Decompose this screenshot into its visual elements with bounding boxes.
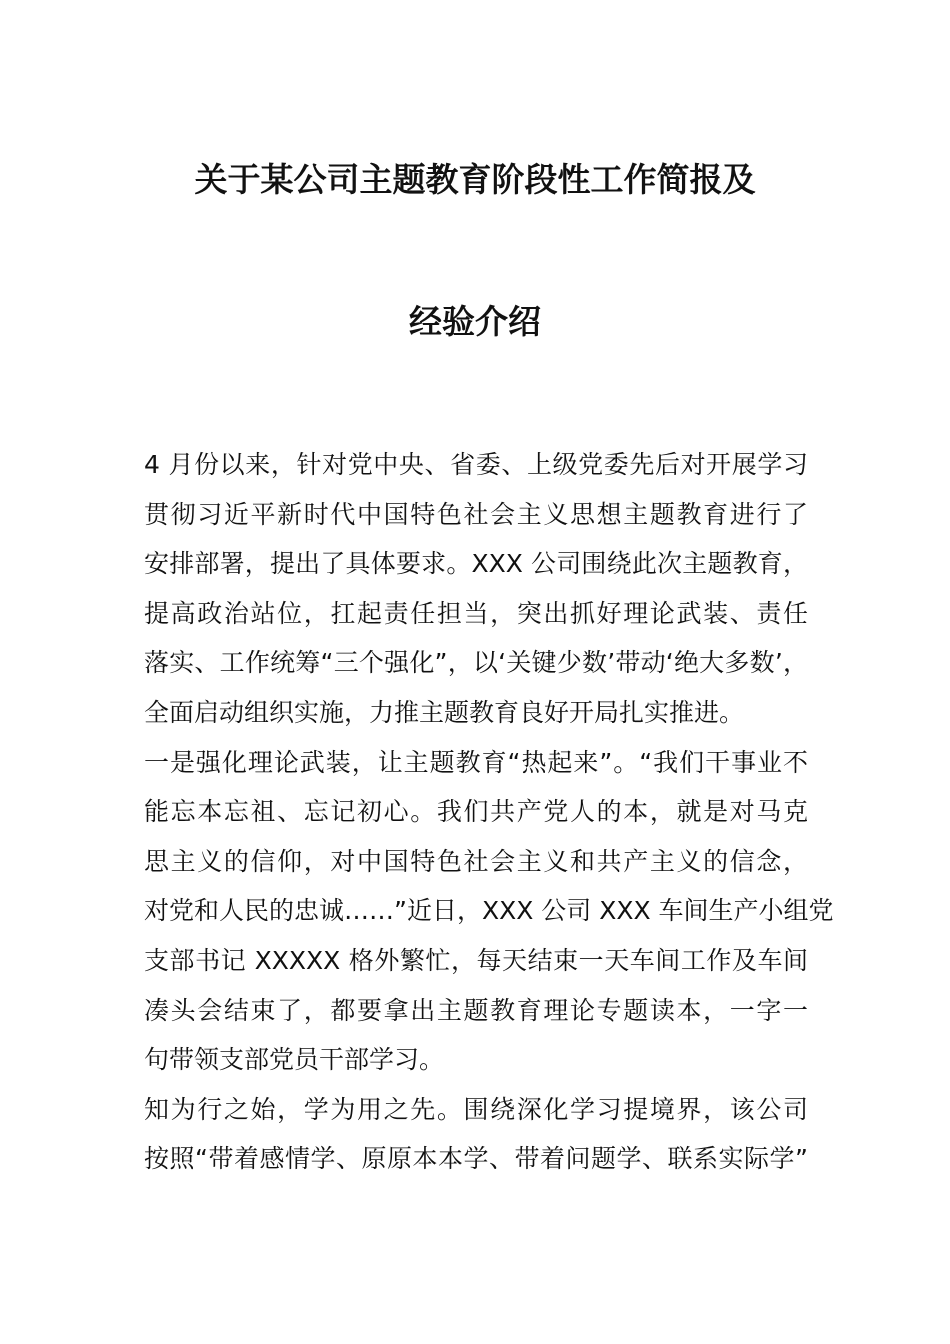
document-body: [144, 440, 834, 1184]
paragraph-line: 落实、工作统筹“三个强化”，以‘关键少数’带动‘绝大多数’，: [144, 648, 808, 678]
paragraph-line: 句带领支部党员干部学习。: [144, 1045, 445, 1075]
paragraph-line: 一是强化理论武装，让主题教育“热起来”。“我们干事业不: [144, 747, 808, 777]
paragraph-line: 对党和人民的忠诚……”近日，XXX 公司 XXX 车间生产小组党: [144, 896, 834, 926]
paragraph-line: 提高政治站位，扛起责任担当，突出抓好理论武装、责任: [144, 598, 808, 628]
paragraph-line: 思主义的信仰，对中国特色社会主义和共产主义的信念，: [144, 846, 808, 876]
paragraph-1: [144, 440, 808, 738]
paragraph-line: 知为行之始，学为用之先。围绕深化学习提境界，该公司: [144, 1094, 808, 1124]
paragraph-line: 全面启动组织实施，力推主题教育良好开局扎实推进。: [144, 697, 745, 727]
document-title-line-1: 关于某公司主题教育阶段性工作简报及: [194, 160, 756, 199]
document-title-line-2: 经验介绍: [409, 302, 541, 341]
paragraph-line: 支部书记 XXXXX 格外繁忙，每天结束一天车间工作及车间: [144, 945, 808, 975]
paragraph-line: 安排部署，提出了具体要求。XXX 公司围绕此次主题教育，: [144, 549, 808, 579]
paragraph-line: 凑头会结束了，都要拿出主题教育理论专题读本，一字一: [144, 995, 808, 1025]
paragraph-2: [144, 738, 834, 1085]
paragraph-3: [144, 1085, 808, 1184]
paragraph-line: 贯彻习近平新时代中国特色社会主义思想主题教育进行了: [144, 499, 808, 529]
paragraph-line: 能忘本忘祖、忘记初心。我们共产党人的本，就是对马克: [144, 797, 808, 827]
paragraph-line: 按照“带着感情学、原原本本学、带着问题学、联系实际学”: [144, 1144, 808, 1174]
paragraph-line: 4 月份以来，针对党中央、省委、上级党委先后对开展学习: [144, 450, 808, 479]
